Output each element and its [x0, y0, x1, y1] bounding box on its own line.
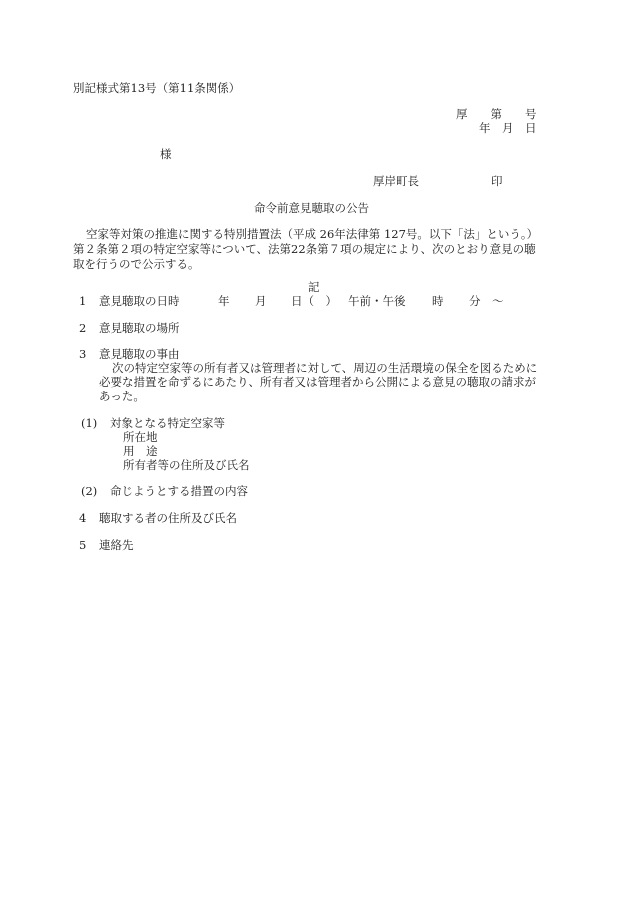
- addressee-honorific: 様: [160, 147, 172, 161]
- body-line-1: 空家等対策の推進に関する特別措置法（平成 26年法律第 127号。以下「法」という。）: [86, 227, 539, 241]
- form-label: 別記様式第13号（第11条関係）: [73, 81, 241, 95]
- document-date: 年 月 日: [479, 121, 537, 135]
- sub-1-label: 対象となる特定空家等: [110, 416, 225, 430]
- item-1-month: 月: [255, 294, 267, 308]
- item-5-label: 連絡先: [99, 538, 134, 552]
- item-4-label: 聴取する者の住所及び氏名: [99, 511, 237, 525]
- sub-1-number: (1): [81, 416, 98, 430]
- item-1-ampm: 午前・午後: [348, 294, 406, 308]
- sub-2-label: 命じようとする措置の内容: [110, 484, 248, 498]
- item-3-line-2: 必要な措置を命ずるにあたり、所有者又は管理者から公開による意見の聴取の請求が: [99, 375, 536, 389]
- sub-1-owner: 所有者等の住所及び氏名: [123, 458, 250, 472]
- item-3-line-1: 次の特定空家等の所有者又は管理者に対して、周辺の生活環境の保全を図るために: [112, 361, 538, 375]
- item-1-label: 意見聴取の日時: [99, 294, 180, 308]
- body-line-2: 第２条第２項の特定空家等について、法第22条第７項の規定により、次のとおり意見の聴: [73, 242, 536, 256]
- item-1-hour: 時: [432, 294, 444, 308]
- document-number: 厚 第 号: [456, 107, 537, 121]
- issuer-name: 厚岸町長: [373, 174, 419, 188]
- item-1-year: 年: [218, 294, 230, 308]
- ki-heading: 記: [308, 280, 320, 294]
- item-1-day: 日（ ）: [291, 294, 337, 308]
- sub-1-location: 所在地: [123, 430, 158, 444]
- sub-1-usage: 用 途: [123, 444, 158, 458]
- item-2-label: 意見聴取の場所: [99, 321, 180, 335]
- sub-2-number: (2): [81, 484, 98, 498]
- item-2-number: 2: [79, 321, 87, 335]
- item-3-number: 3: [79, 347, 87, 361]
- item-4-number: 4: [79, 511, 87, 525]
- item-5-number: 5: [79, 538, 87, 552]
- item-3-label: 意見聴取の事由: [99, 347, 180, 361]
- item-1-number: 1: [79, 294, 87, 308]
- body-line-3: 取を行うので公示する。: [73, 257, 200, 271]
- seal-mark: 印: [491, 174, 503, 188]
- item-3-line-3: あった。: [99, 389, 145, 403]
- item-1-minute: 分 〜: [469, 294, 504, 308]
- notice-title: 命令前意見聴取の公告: [254, 201, 369, 215]
